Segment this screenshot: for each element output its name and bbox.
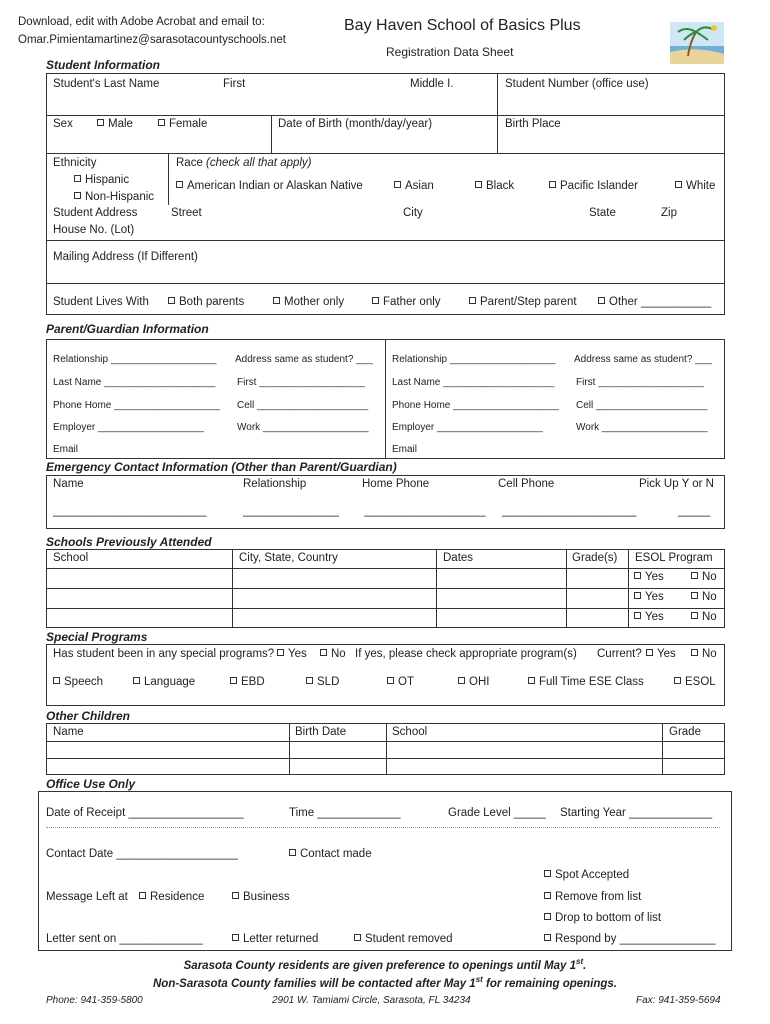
- state-label: State: [589, 207, 616, 219]
- ethnicity-label: Ethnicity: [53, 157, 97, 169]
- checkbox-icon[interactable]: [646, 649, 653, 656]
- ethnicity-non-hispanic-option[interactable]: [74, 191, 154, 203]
- zip-label: Zip: [661, 207, 677, 219]
- parent2-last-name[interactable]: Last Name ____________________: [392, 377, 555, 388]
- footer-residents-note: Sarasota County residents are given preference to openings until May 1st.: [183, 957, 587, 972]
- schools-school-header: School: [53, 552, 89, 564]
- office-message-left-label: Message Left at: [46, 891, 128, 903]
- parent2-relationship[interactable]: Relationship ___________________: [392, 354, 556, 365]
- checkbox-icon[interactable]: [232, 892, 239, 899]
- program-speech-option[interactable]: Speech: [53, 676, 103, 688]
- checkbox-icon[interactable]: [549, 181, 556, 188]
- program-sld-option[interactable]: SLD: [306, 676, 339, 688]
- current-no-option[interactable]: No: [691, 648, 717, 660]
- emergency-relationship-field[interactable]: _______________: [243, 505, 339, 517]
- office-grade-level-field[interactable]: Grade Level _____: [448, 807, 546, 819]
- lives-mother-only-option[interactable]: Mother only: [273, 296, 344, 308]
- race-white-option[interactable]: White: [675, 180, 715, 192]
- office-starting-year-field[interactable]: Starting Year _____________: [560, 807, 713, 819]
- checkbox-icon[interactable]: [691, 572, 698, 579]
- checkbox-icon[interactable]: [176, 181, 183, 188]
- schools-esol-header: ESOL Program: [635, 552, 713, 564]
- special-yes-option[interactable]: Yes: [277, 648, 307, 660]
- office-time-field[interactable]: Time _____________: [289, 807, 401, 819]
- program-language-option[interactable]: Language: [133, 676, 195, 688]
- emergency-pickup-label: Pick Up Y or N: [639, 478, 714, 490]
- section-other-children: Other Children: [46, 709, 131, 723]
- footer-address: 2901 W. Tamiami Circle, Sarasota, FL 34234: [272, 995, 471, 1006]
- section-office-use: Office Use Only: [46, 777, 136, 791]
- checkbox-icon[interactable]: [158, 119, 165, 126]
- office-contact-made-option[interactable]: Contact made: [289, 848, 372, 860]
- esol-yes-option[interactable]: Yes: [634, 591, 664, 603]
- parent2-email[interactable]: Email: [392, 444, 418, 455]
- student-address-label: Student Address: [53, 207, 138, 219]
- footer-fax: Fax: 941-359-5694: [636, 995, 721, 1006]
- race-black-option[interactable]: Black: [475, 180, 514, 192]
- emergency-relationship-label: Relationship: [243, 478, 307, 490]
- emergency-home-phone-label: Home Phone: [362, 478, 430, 490]
- office-respond-by-option[interactable]: Respond by _______________: [544, 933, 716, 945]
- parent2-first[interactable]: First ___________________: [576, 377, 704, 388]
- office-remove-option[interactable]: Remove from list: [544, 891, 641, 903]
- ethnicity-hispanic-option[interactable]: [74, 174, 129, 186]
- checkbox-icon[interactable]: [289, 849, 296, 856]
- checkbox-icon[interactable]: [230, 677, 237, 684]
- school-name: Bay Haven School of Basics Plus: [344, 17, 581, 34]
- esol-no-option[interactable]: No: [691, 611, 717, 623]
- checkbox-icon[interactable]: [97, 119, 104, 126]
- checkbox-icon[interactable]: [394, 181, 401, 188]
- sex-female-option[interactable]: [158, 118, 207, 130]
- checkbox-icon[interactable]: [133, 677, 140, 684]
- parent2-employer[interactable]: Employer ___________________: [392, 422, 543, 433]
- download-instructions: Download, edit with Adobe Acrobat and email to:: [18, 16, 265, 28]
- section-schools-attended: Schools Previously Attended: [46, 535, 212, 549]
- section-student-information: Student Information: [46, 58, 160, 72]
- office-drop-option[interactable]: Drop to bottom of list: [544, 912, 661, 924]
- parent1-first[interactable]: First ___________________: [237, 377, 365, 388]
- race-label: Race (check all that apply): [176, 157, 312, 169]
- children-school-header: School: [392, 726, 428, 738]
- parent1-phone-home[interactable]: Phone Home ___________________: [53, 400, 220, 411]
- checkbox-icon[interactable]: [675, 181, 682, 188]
- race-pacific-islander-option[interactable]: Pacific Islander: [549, 180, 638, 192]
- beach-palm-icon: [670, 22, 724, 64]
- checkbox-icon[interactable]: [634, 592, 641, 599]
- current-yes-option[interactable]: Yes: [646, 648, 676, 660]
- office-letter-sent-field[interactable]: Letter sent on _____________: [46, 933, 203, 945]
- non-hispanic-label: Non-Hispanic: [85, 191, 155, 203]
- section-special-programs: Special Programs: [46, 630, 148, 644]
- parent1-last-name[interactable]: Last Name ____________________: [53, 377, 216, 388]
- emergency-pickup-field[interactable]: _____: [678, 505, 710, 517]
- checkbox-icon[interactable]: [458, 677, 465, 684]
- special-no-option[interactable]: No: [320, 648, 346, 660]
- emergency-name-label: Name: [53, 478, 84, 490]
- esol-yes-option[interactable]: Yes: [634, 571, 664, 583]
- parent1-cell[interactable]: Cell ____________________: [237, 400, 369, 411]
- mailing-address-label: Mailing Address (If Different): [53, 251, 198, 263]
- checkbox-icon[interactable]: [598, 297, 605, 304]
- emergency-name-field[interactable]: ________________________: [53, 505, 207, 517]
- checkbox-icon[interactable]: [306, 677, 313, 684]
- checkbox-icon[interactable]: [232, 934, 239, 941]
- parent2-work[interactable]: Work ___________________: [576, 422, 708, 433]
- office-business-option[interactable]: Business: [232, 891, 290, 903]
- checkbox-icon[interactable]: [320, 649, 327, 656]
- checkbox-icon[interactable]: [691, 649, 698, 656]
- parent1-relationship[interactable]: Relationship ___________________: [53, 354, 217, 365]
- special-if-yes: If yes, please check appropriate program(s): [355, 648, 577, 660]
- form-title: Registration Data Sheet: [386, 45, 514, 59]
- parent1-email[interactable]: Email: [53, 444, 79, 455]
- checkbox-icon[interactable]: [634, 612, 641, 619]
- checkbox-icon[interactable]: [168, 297, 175, 304]
- office-student-removed-option[interactable]: Student removed: [354, 933, 453, 945]
- parent1-work[interactable]: Work ___________________: [237, 422, 369, 433]
- section-parent-guardian: Parent/Guardian Information: [46, 322, 209, 336]
- race-asian-option[interactable]: Asian: [394, 180, 434, 192]
- checkbox-icon[interactable]: [354, 934, 361, 941]
- checkbox-icon[interactable]: [469, 297, 476, 304]
- office-residence-option[interactable]: Residence: [139, 891, 204, 903]
- esol-no-option[interactable]: No: [691, 591, 717, 603]
- checkbox-icon[interactable]: [691, 592, 698, 599]
- checkbox-icon[interactable]: [634, 572, 641, 579]
- lives-both-parents-option[interactable]: Both parents: [168, 296, 244, 308]
- emergency-cell-phone-label: Cell Phone: [498, 478, 555, 490]
- checkbox-icon[interactable]: [475, 181, 482, 188]
- lives-step-parent-option[interactable]: Parent/Step parent: [469, 296, 577, 308]
- schools-grades-header: Grade(s): [572, 552, 618, 564]
- program-esol-option[interactable]: ESOL: [674, 676, 716, 688]
- checkbox-icon[interactable]: [74, 175, 81, 182]
- parent2-address-same[interactable]: Address same as student? ___: [574, 354, 712, 365]
- emergency-cell-phone-field[interactable]: _____________________: [502, 505, 637, 517]
- program-full-time-ese-option[interactable]: Full Time ESE Class: [528, 676, 644, 688]
- parent2-cell[interactable]: Cell ____________________: [576, 400, 708, 411]
- children-name-header: Name: [53, 726, 84, 738]
- schools-city-header: City, State, Country: [239, 552, 338, 564]
- children-birth-date-header: Birth Date: [295, 726, 347, 738]
- checkbox-icon[interactable]: [544, 892, 551, 899]
- race-american-indian-option[interactable]: American Indian or Alaskan Native: [176, 180, 363, 192]
- student-middle-label: Middle I.: [410, 78, 454, 90]
- esol-yes-option[interactable]: Yes: [634, 611, 664, 623]
- sex-male-option[interactable]: [97, 118, 133, 130]
- checkbox-icon[interactable]: [273, 297, 280, 304]
- dob-label: Date of Birth (month/day/year): [278, 118, 433, 130]
- parent2-phone-home[interactable]: Phone Home ___________________: [392, 400, 559, 411]
- office-contact-date-field[interactable]: Contact Date ___________________: [46, 848, 238, 860]
- checkbox-icon[interactable]: [544, 870, 551, 877]
- office-letter-returned-option[interactable]: Letter returned: [232, 933, 318, 945]
- special-question: Has student been in any special programs?: [53, 648, 275, 660]
- city-label: City: [403, 207, 423, 219]
- hispanic-label: Hispanic: [85, 174, 130, 186]
- checkbox-icon[interactable]: [544, 934, 551, 941]
- checkbox-icon[interactable]: [691, 612, 698, 619]
- emergency-home-phone-field[interactable]: ___________________: [364, 505, 486, 517]
- street-label: Street: [171, 207, 202, 219]
- house-no-label: House No. (Lot): [53, 224, 135, 236]
- sex-label: Sex: [53, 118, 73, 130]
- esol-no-option[interactable]: No: [691, 571, 717, 583]
- student-first-name-label: First: [223, 78, 246, 90]
- student-last-name-label: Student's Last Name: [53, 78, 160, 90]
- birth-place-label: Birth Place: [505, 118, 561, 130]
- student-number-label: Student Number (office use): [505, 78, 649, 90]
- office-spot-accepted-option[interactable]: Spot Accepted: [544, 869, 629, 881]
- checkbox-icon[interactable]: [674, 677, 681, 684]
- checkbox-icon[interactable]: [387, 677, 394, 684]
- parent1-address-same[interactable]: Address same as student? ___: [235, 354, 373, 365]
- footer-non-residents-note: Non-Sarasota County families will be contacted after May 1st for remaining openings.: [152, 975, 618, 990]
- lives-other-option[interactable]: Other ___________: [598, 296, 711, 308]
- office-receipt-field[interactable]: Date of Receipt __________________: [46, 807, 244, 819]
- special-current-label: Current?: [597, 648, 642, 660]
- parent1-employer[interactable]: Employer ___________________: [53, 422, 204, 433]
- checkbox-icon[interactable]: [277, 649, 284, 656]
- program-ohi-option[interactable]: OHI: [458, 676, 489, 688]
- checkbox-icon[interactable]: [528, 677, 535, 684]
- program-ot-option[interactable]: OT: [387, 676, 414, 688]
- checkbox-icon[interactable]: [372, 297, 379, 304]
- checkbox-icon[interactable]: [53, 677, 60, 684]
- checkbox-icon[interactable]: [544, 913, 551, 920]
- section-emergency-contact: Emergency Contact Information (Other than Parent/Guardian): [46, 460, 397, 474]
- email-address[interactable]: Omar.Pimientamartinez@sarasotacountyschools.net: [18, 34, 286, 46]
- lives-father-only-option[interactable]: Father only: [372, 296, 441, 308]
- checkbox-icon[interactable]: [139, 892, 146, 899]
- female-label: Female: [169, 118, 208, 130]
- male-label: Male: [108, 118, 133, 130]
- children-grade-header: Grade: [669, 726, 701, 738]
- footer-phone: Phone: 941-359-5800: [46, 995, 143, 1006]
- schools-dates-header: Dates: [443, 552, 474, 564]
- checkbox-icon[interactable]: [74, 192, 81, 199]
- program-ebd-option[interactable]: EBD: [230, 676, 265, 688]
- lives-with-label: Student Lives With: [53, 296, 149, 308]
